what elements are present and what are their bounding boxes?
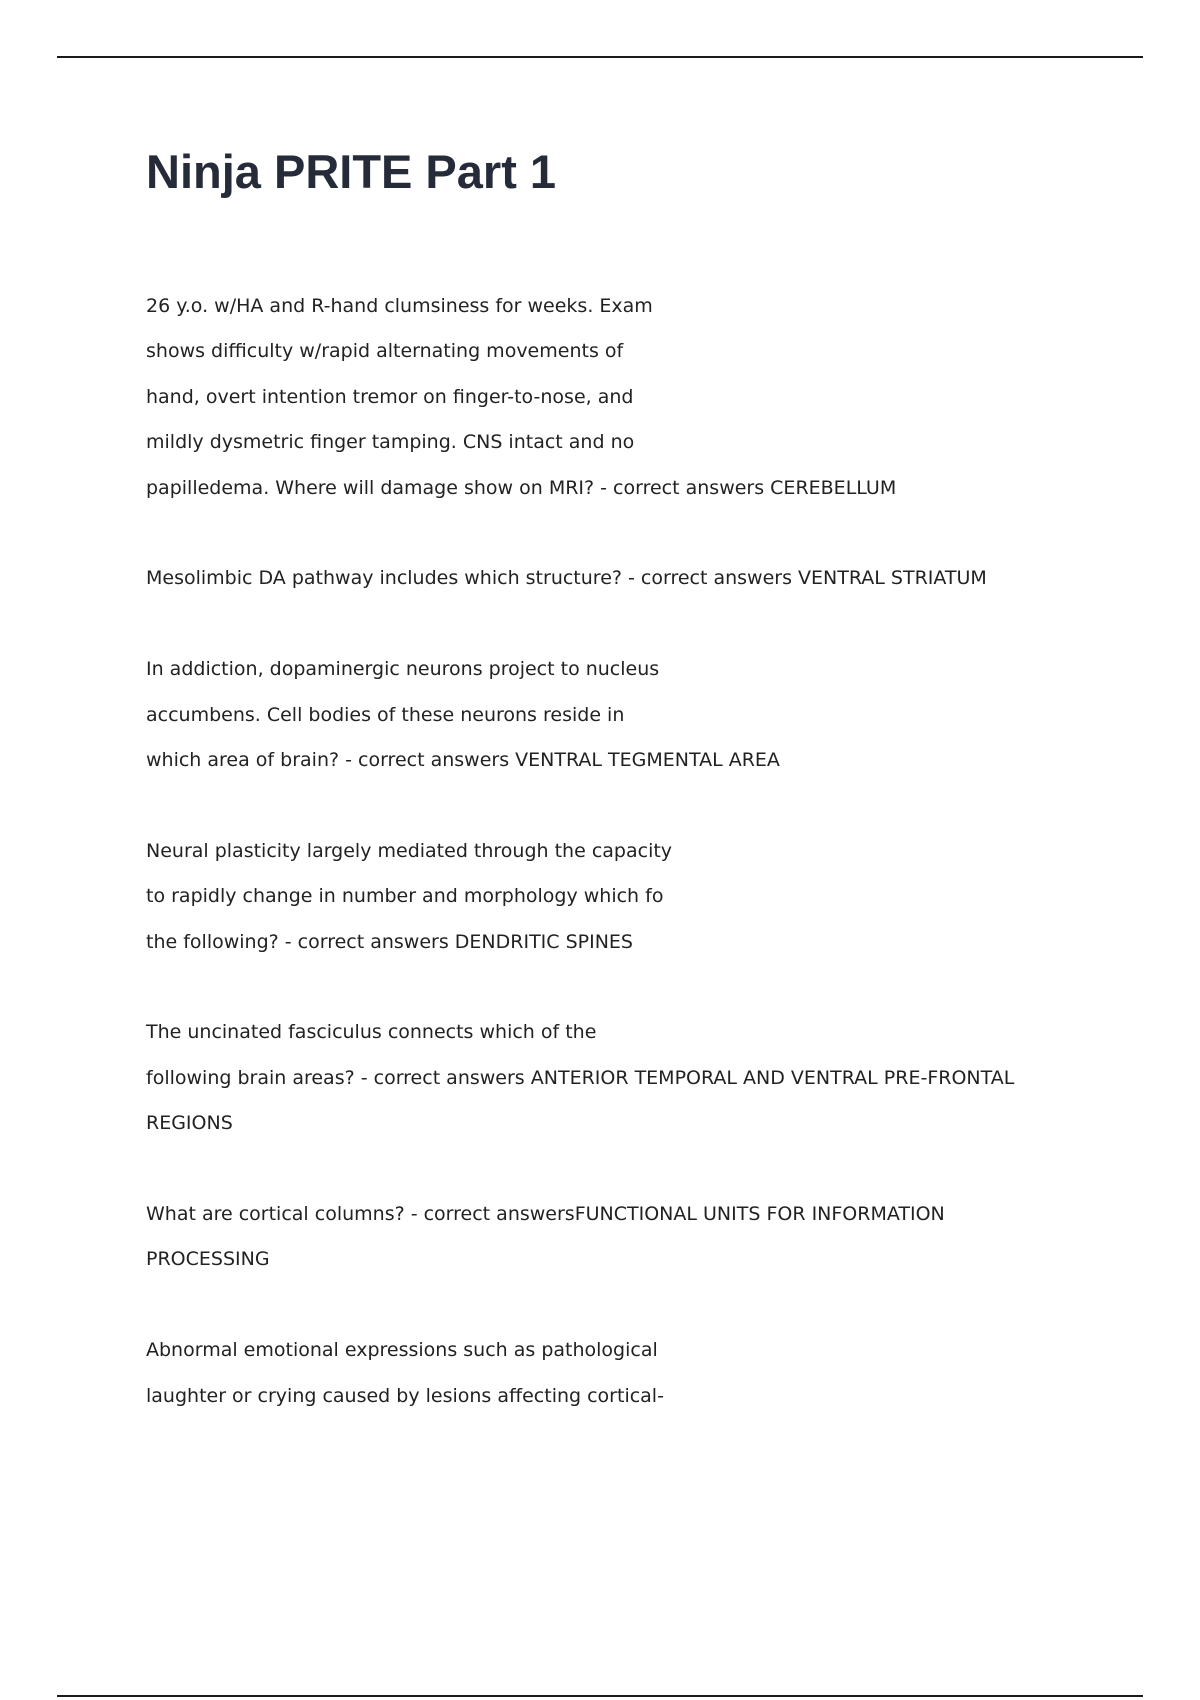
header-rule (57, 56, 1143, 58)
question-block-6 (146, 1192, 1106, 1283)
text-line: mildly dysmetric finger tamping. CNS intact and no (146, 431, 635, 454)
text-line: laughter or crying caused by lesions affecting cortical- (146, 1384, 664, 1407)
text-line: accumbens. Cell bodies of these neurons reside in (146, 703, 625, 726)
text-line: Neural plasticity largely mediated through the capacity (146, 839, 673, 862)
text-line: the following? - correct answers DENDRITIC SPINES (146, 930, 633, 953)
text-line: following brain areas? - correct answers ANTERIOR TEMPORAL AND VENTRAL PRE-FRONTAL (146, 1066, 1015, 1089)
text-line: What are cortical columns? - correct answersFUNCTIONAL UNITS FOR INFORMATION (146, 1203, 945, 1226)
text-line: to rapidly change in number and morphology which fo (146, 885, 664, 908)
question-block-2 (146, 556, 1106, 601)
text-line: PROCESSING (146, 1248, 270, 1271)
document-body (146, 284, 1106, 1419)
text-line: 26 y.o. w/HA and R-hand clumsiness for weeks. Exam (146, 295, 653, 317)
text-line: Abnormal emotional expressions such as pathological (146, 1339, 658, 1362)
question-block-3 (146, 647, 1106, 783)
text-line: Mesolimbic DA pathway includes which structure? - correct answers VENTRAL STRIATUM (146, 567, 987, 590)
question-block-5 (146, 1010, 1106, 1146)
text-line: papilledema. Where will damage show on MRI? - correct answers CEREBELLUM (146, 476, 897, 499)
footer-rule (57, 1695, 1143, 1697)
text-line: In addiction, dopaminergic neurons project to nucleus (146, 658, 660, 681)
text-line: shows difficulty w/rapid alternating movements of (146, 340, 624, 363)
text-line: which area of brain? - correct answers VENTRAL TEGMENTAL AREA (146, 749, 780, 772)
text-line: hand, overt intention tremor on finger-to-nose, and (146, 385, 634, 408)
text-line: The uncinated fasciculus connects which of the (146, 1021, 597, 1044)
question-block-7 (146, 1328, 1106, 1419)
question-block-1 (146, 284, 1106, 511)
document-title: Ninja PRITE Part 1 (146, 145, 557, 198)
question-block-4 (146, 829, 1106, 965)
text-line: REGIONS (146, 1112, 233, 1135)
